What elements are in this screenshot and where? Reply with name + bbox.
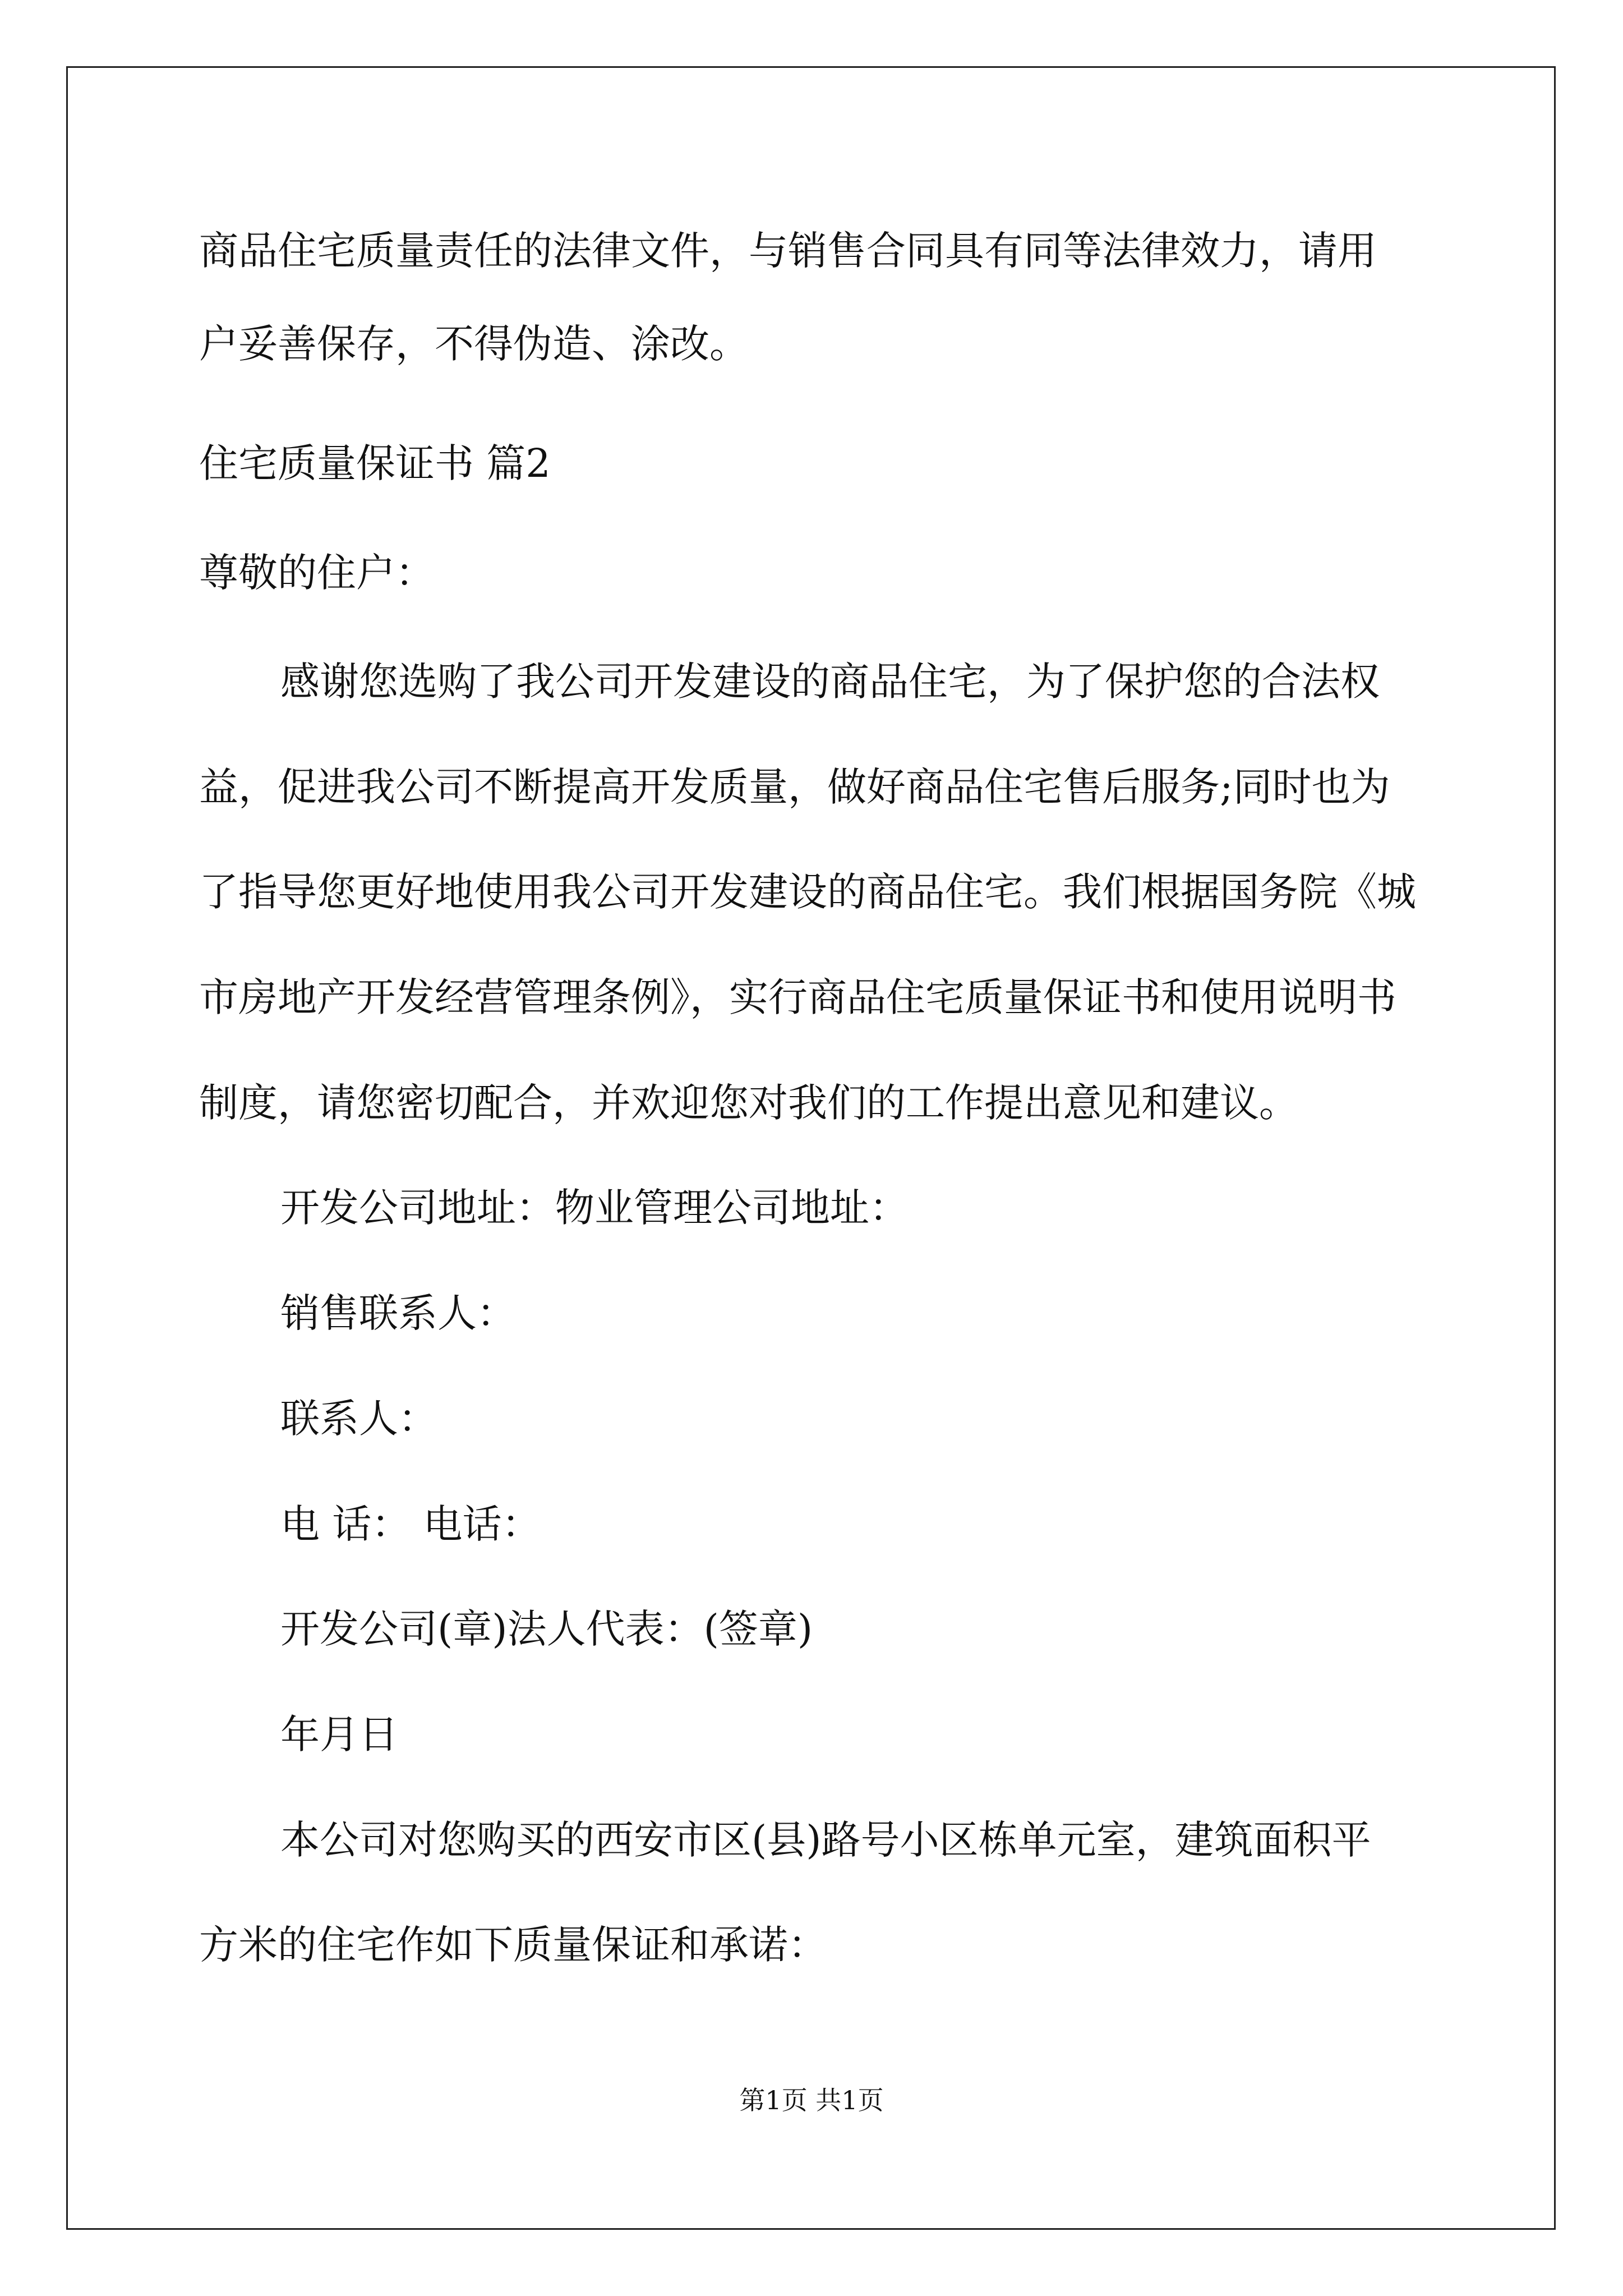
text-line-9: 制度，请您密切配合，并欢迎您对我们的工作提出意见和建议。 — [199, 1080, 1298, 1126]
developer-address: 开发公司地址：物业管理公司地址： — [280, 1185, 909, 1231]
section-heading: 住宅质量保证书 篇2 — [199, 440, 551, 486]
text-line-17: 方米的住宅作如下质量保证和承诺： — [199, 1922, 827, 1968]
date-line: 年月日 — [280, 1711, 398, 1757]
text-line-2: 户妥善保存，不得伪造、涂改。 — [199, 321, 749, 367]
text-line-6: 益，促进我公司不断提高开发质量，做好商品住宅售后服务;同时也为 — [199, 764, 1390, 810]
text-line-7: 了指导您更好地使用我公司开发建设的商品住宅。我们根据国务院《城 — [199, 869, 1416, 915]
text-line-16: 本公司对您购买的西安市区(县)路号小区栋单元室，建筑面积平 — [280, 1817, 1371, 1863]
text-line-5: 感谢您选购了我公司开发建设的商品住宅，为了保护您的合法权 — [280, 659, 1380, 705]
phone-line: 电 话： 电话： — [280, 1501, 541, 1547]
text-line-8: 市房地产开发经营管理条例》，实行商品住宅质量保证书和使用说明书 — [199, 974, 1396, 1020]
text-line-1: 商品住宅质量责任的法律文件，与销售合同具有同等法律效力，请用 — [199, 228, 1377, 274]
page-border — [66, 66, 1556, 2230]
contact-person: 联系人： — [280, 1396, 437, 1442]
signature-line: 开发公司(章)法人代表：(签章) — [280, 1606, 813, 1652]
page-footer: 第1页 共1页 — [739, 2085, 884, 2115]
sales-contact: 销售联系人： — [280, 1290, 516, 1336]
salutation: 尊敬的住户： — [199, 550, 435, 596]
